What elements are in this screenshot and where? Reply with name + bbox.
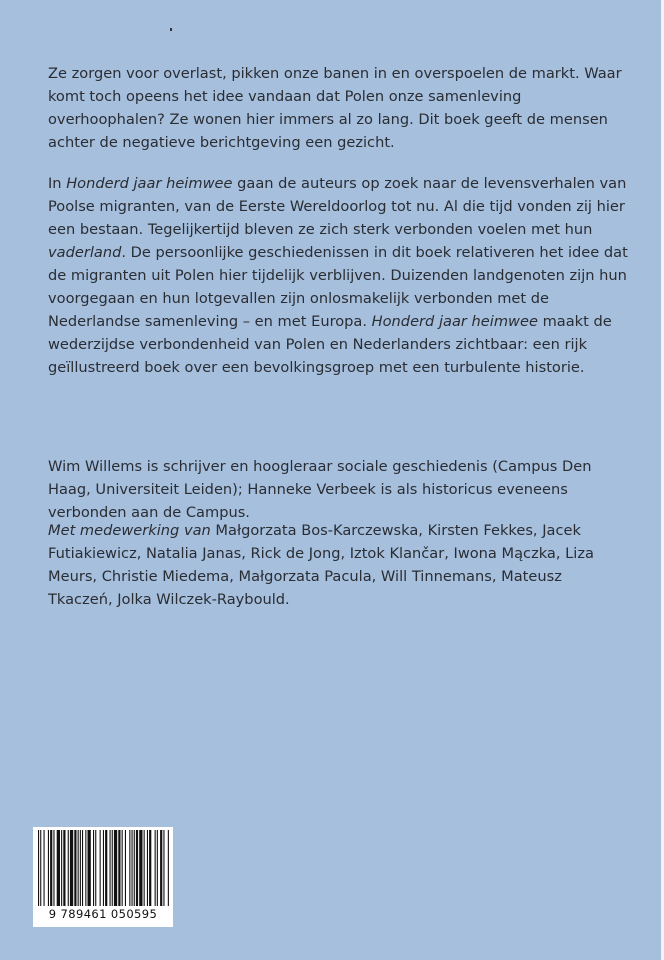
blurb-text-1: Ze zorgen voor overlast, pikken onze banen in en overspoelen de markt. Waar komt toch opeens het idee vandaan dat Polen onze samenleving overhoophalen? Ze wonen hier immers al zo lang. Dit boek geeft de mensen achter de negatieve berichtgeving een gezicht. [48,65,622,151]
barcode-bar [136,830,138,906]
barcode-bar [68,830,69,906]
barcode-bar [163,830,164,906]
barcode-bar [44,830,45,906]
blurb-segment-a: gaan de auteurs op zoek naar de levensverhalen van Poolse migranten, van de Eerste Wereldoorlog tot nu. Al die tijd vonden zij hier een bestaan. Tegelijkertijd bleven ze zich sterk verbonden voelen met hun [48,175,627,238]
barcode-bar [63,830,65,906]
print-speck [170,28,172,31]
barcode-bar [100,830,101,906]
barcode-bar [147,830,148,906]
barcode-bar [105,830,107,906]
blurb-text-2 [48,172,628,379]
barcode-bar [125,830,126,906]
barcode-bar [38,830,39,906]
barcode-bar [112,830,113,906]
barcode-bar [93,830,94,906]
blurb-paragraph-2 [48,172,628,379]
barcode-bar [149,830,151,906]
barcode-bar [61,830,62,906]
blurb-paragraph-1 [48,62,628,154]
barcode-bar [50,830,52,906]
barcode-bar [118,830,120,906]
barcode-bar [78,830,79,906]
barcode-bar [168,830,169,906]
barcode-bar [139,830,142,906]
barcode-bar [144,830,145,906]
authors-text: Wim Willems is schrijver en hoogleraar sociale geschiedenis (Campus Den Haag, Universiteit Leiden); Hanneke Verbeek is als historicus eveneens verbonden aan de Campus. [48,458,592,521]
book-title-italic: Honderd jaar heimwee [66,175,233,192]
barcode-bar [132,830,133,906]
contributors-prefix-italic: Met medewerking van [48,522,211,539]
barcode-bar [70,830,73,906]
barcode-bar [48,830,49,906]
barcode-bars [35,830,171,906]
blurb-in-word: In [48,175,67,192]
book-title-italic-2: Honderd jaar heimwee [371,313,538,330]
authors-paragraph [48,455,628,524]
barcode-bar [40,830,41,906]
isbn-barcode [33,827,173,927]
contributors-names: Małgorzata Bos-Karczewska, Kirsten Fekkes, Jacek Futiakiewicz, Natalia Janas, Rick de Jong, Iztok Klančar, Iwona Mączka, Liza Meurs, Christie Miedema, Małgorzata Pacula, Will Tinnemans, Mateusz Tkaczeń, Jolka Wilczek-Raybould. [48,522,594,608]
barcode-bar [134,830,135,906]
barcode-bar [53,830,54,906]
barcode-bar [110,830,111,906]
contributors-text [48,519,628,611]
barcode-bar [80,830,81,906]
blurb-segment-b: . De persoonlijke geschiedenissen in dit boek relativeren het idee dat de migranten uit Polen hier tijdelijk verblijven. Duizenden landgenoten zijn hun voorgegaan en hun lotgevallen zijn onlosmakelijk verbonden met de Nederlandse samenleving – en met Europa. [48,244,628,330]
barcode-bar [103,830,104,906]
blurb-segment-c: maakt de wederzijdse verbondenheid van Polen en Nederlanders zichtbaar: een rijk geïllustreerd boek over een bevolkingsgroep met een turbulente historie. [48,313,612,376]
isbn-number: 9 789461 050595 [48,907,158,921]
barcode-bar [57,830,60,906]
barcode-bar [129,830,130,906]
barcode-bar [155,830,156,906]
barcode-bar [74,830,76,906]
barcode-bar [114,830,117,906]
barcode-bar [82,830,83,906]
barcode-bar [85,830,86,906]
barcode-bar [157,830,158,906]
barcode-bar [88,830,91,906]
barcode-bar [95,830,96,906]
barcode-bar [122,830,123,906]
barcode-bar [160,830,162,906]
contributors-paragraph [48,519,628,611]
vaderland-italic: vaderland [48,244,122,261]
